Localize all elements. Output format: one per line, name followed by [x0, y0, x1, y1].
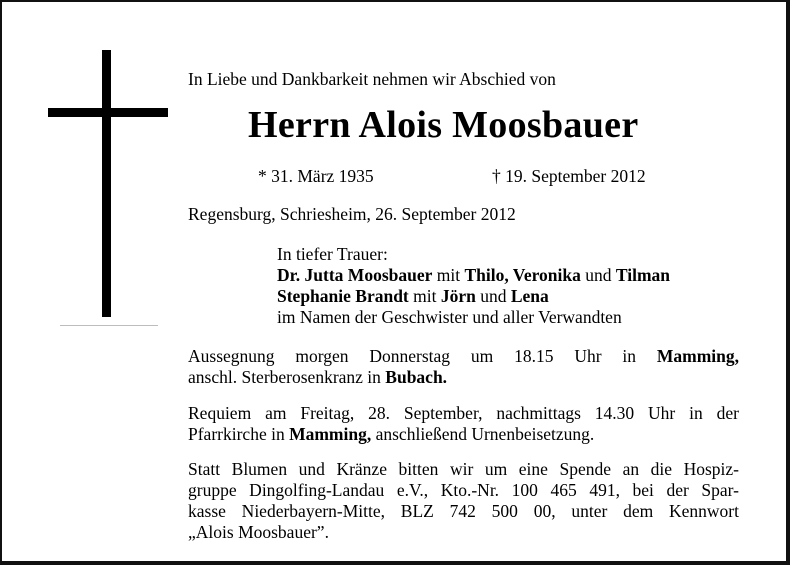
cross-horizontal-bar [48, 108, 168, 117]
mourner-name: Stephanie Brandt [277, 286, 409, 306]
paragraph-line: Requiem am Freitag, 28. September, nachmittags 14.30 Uhr in der [188, 403, 739, 423]
mourner-name: Lena [510, 286, 549, 306]
donation-paragraph [188, 459, 739, 543]
connector-text: mit [408, 286, 441, 306]
cross-base-line [60, 325, 158, 326]
mourners-heading: In tiefer Trauer: [277, 244, 388, 264]
bold-place: Mamming, [289, 424, 372, 444]
connector-text: und [475, 286, 511, 306]
paragraph-line: gruppe Dingolfing-Landau e.V., Kto.-Nr. 100 465 491, bei der Spar- [188, 480, 739, 500]
mourners-line-3: im Namen der Geschwister und aller Verwandten [277, 307, 622, 327]
mourners-line-1 [277, 265, 670, 286]
bold-place: Bubach. [385, 367, 448, 387]
mourner-name: Thilo, Veronika [464, 265, 581, 285]
paragraph-line: kasse Niederbayern-Mitte, BLZ 742 500 00, unter dem Kennwort [188, 501, 739, 521]
birth-date: * 31. März 1935 [258, 166, 374, 186]
mourner-name: Dr. Jutta Moosbauer [277, 265, 433, 285]
bold-place: Mamming, [656, 346, 739, 366]
connector-text: mit [432, 265, 465, 285]
deceased-name: Herrn Alois Moosbauer [248, 104, 639, 146]
death-date: † 19. September 2012 [492, 166, 646, 186]
paragraph-line [188, 346, 739, 367]
line-text: Aussegnung morgen Donnerstag um 18.15 Uhr in [188, 346, 657, 366]
paragraph-line [188, 367, 739, 388]
paragraph-line: „Alois Moosbauer”. [188, 522, 329, 542]
requiem-paragraph [188, 403, 739, 445]
blessing-paragraph [188, 346, 739, 388]
paragraph-line: Statt Blumen und Kränze bitten wir um eine Spende an die Hospiz- [188, 459, 739, 479]
line-text: anschließend Urnenbeisetzung. [371, 424, 595, 444]
mourners-block [277, 244, 670, 328]
paragraph-line [188, 424, 739, 445]
place-date-line: Regensburg, Schriesheim, 26. September 2012 [188, 204, 516, 224]
opening-line: In Liebe und Dankbarkeit nehmen wir Abschied von [188, 69, 556, 89]
connector-text: und [580, 265, 616, 285]
mourner-name: Jörn [440, 286, 476, 306]
mourner-name: Tilman [615, 265, 671, 285]
mourners-line-2 [277, 286, 670, 307]
line-text: Pfarrkirche in [188, 424, 290, 444]
line-text: anschl. Sterberosenkranz in [188, 367, 386, 387]
cross-vertical-bar [102, 50, 111, 317]
